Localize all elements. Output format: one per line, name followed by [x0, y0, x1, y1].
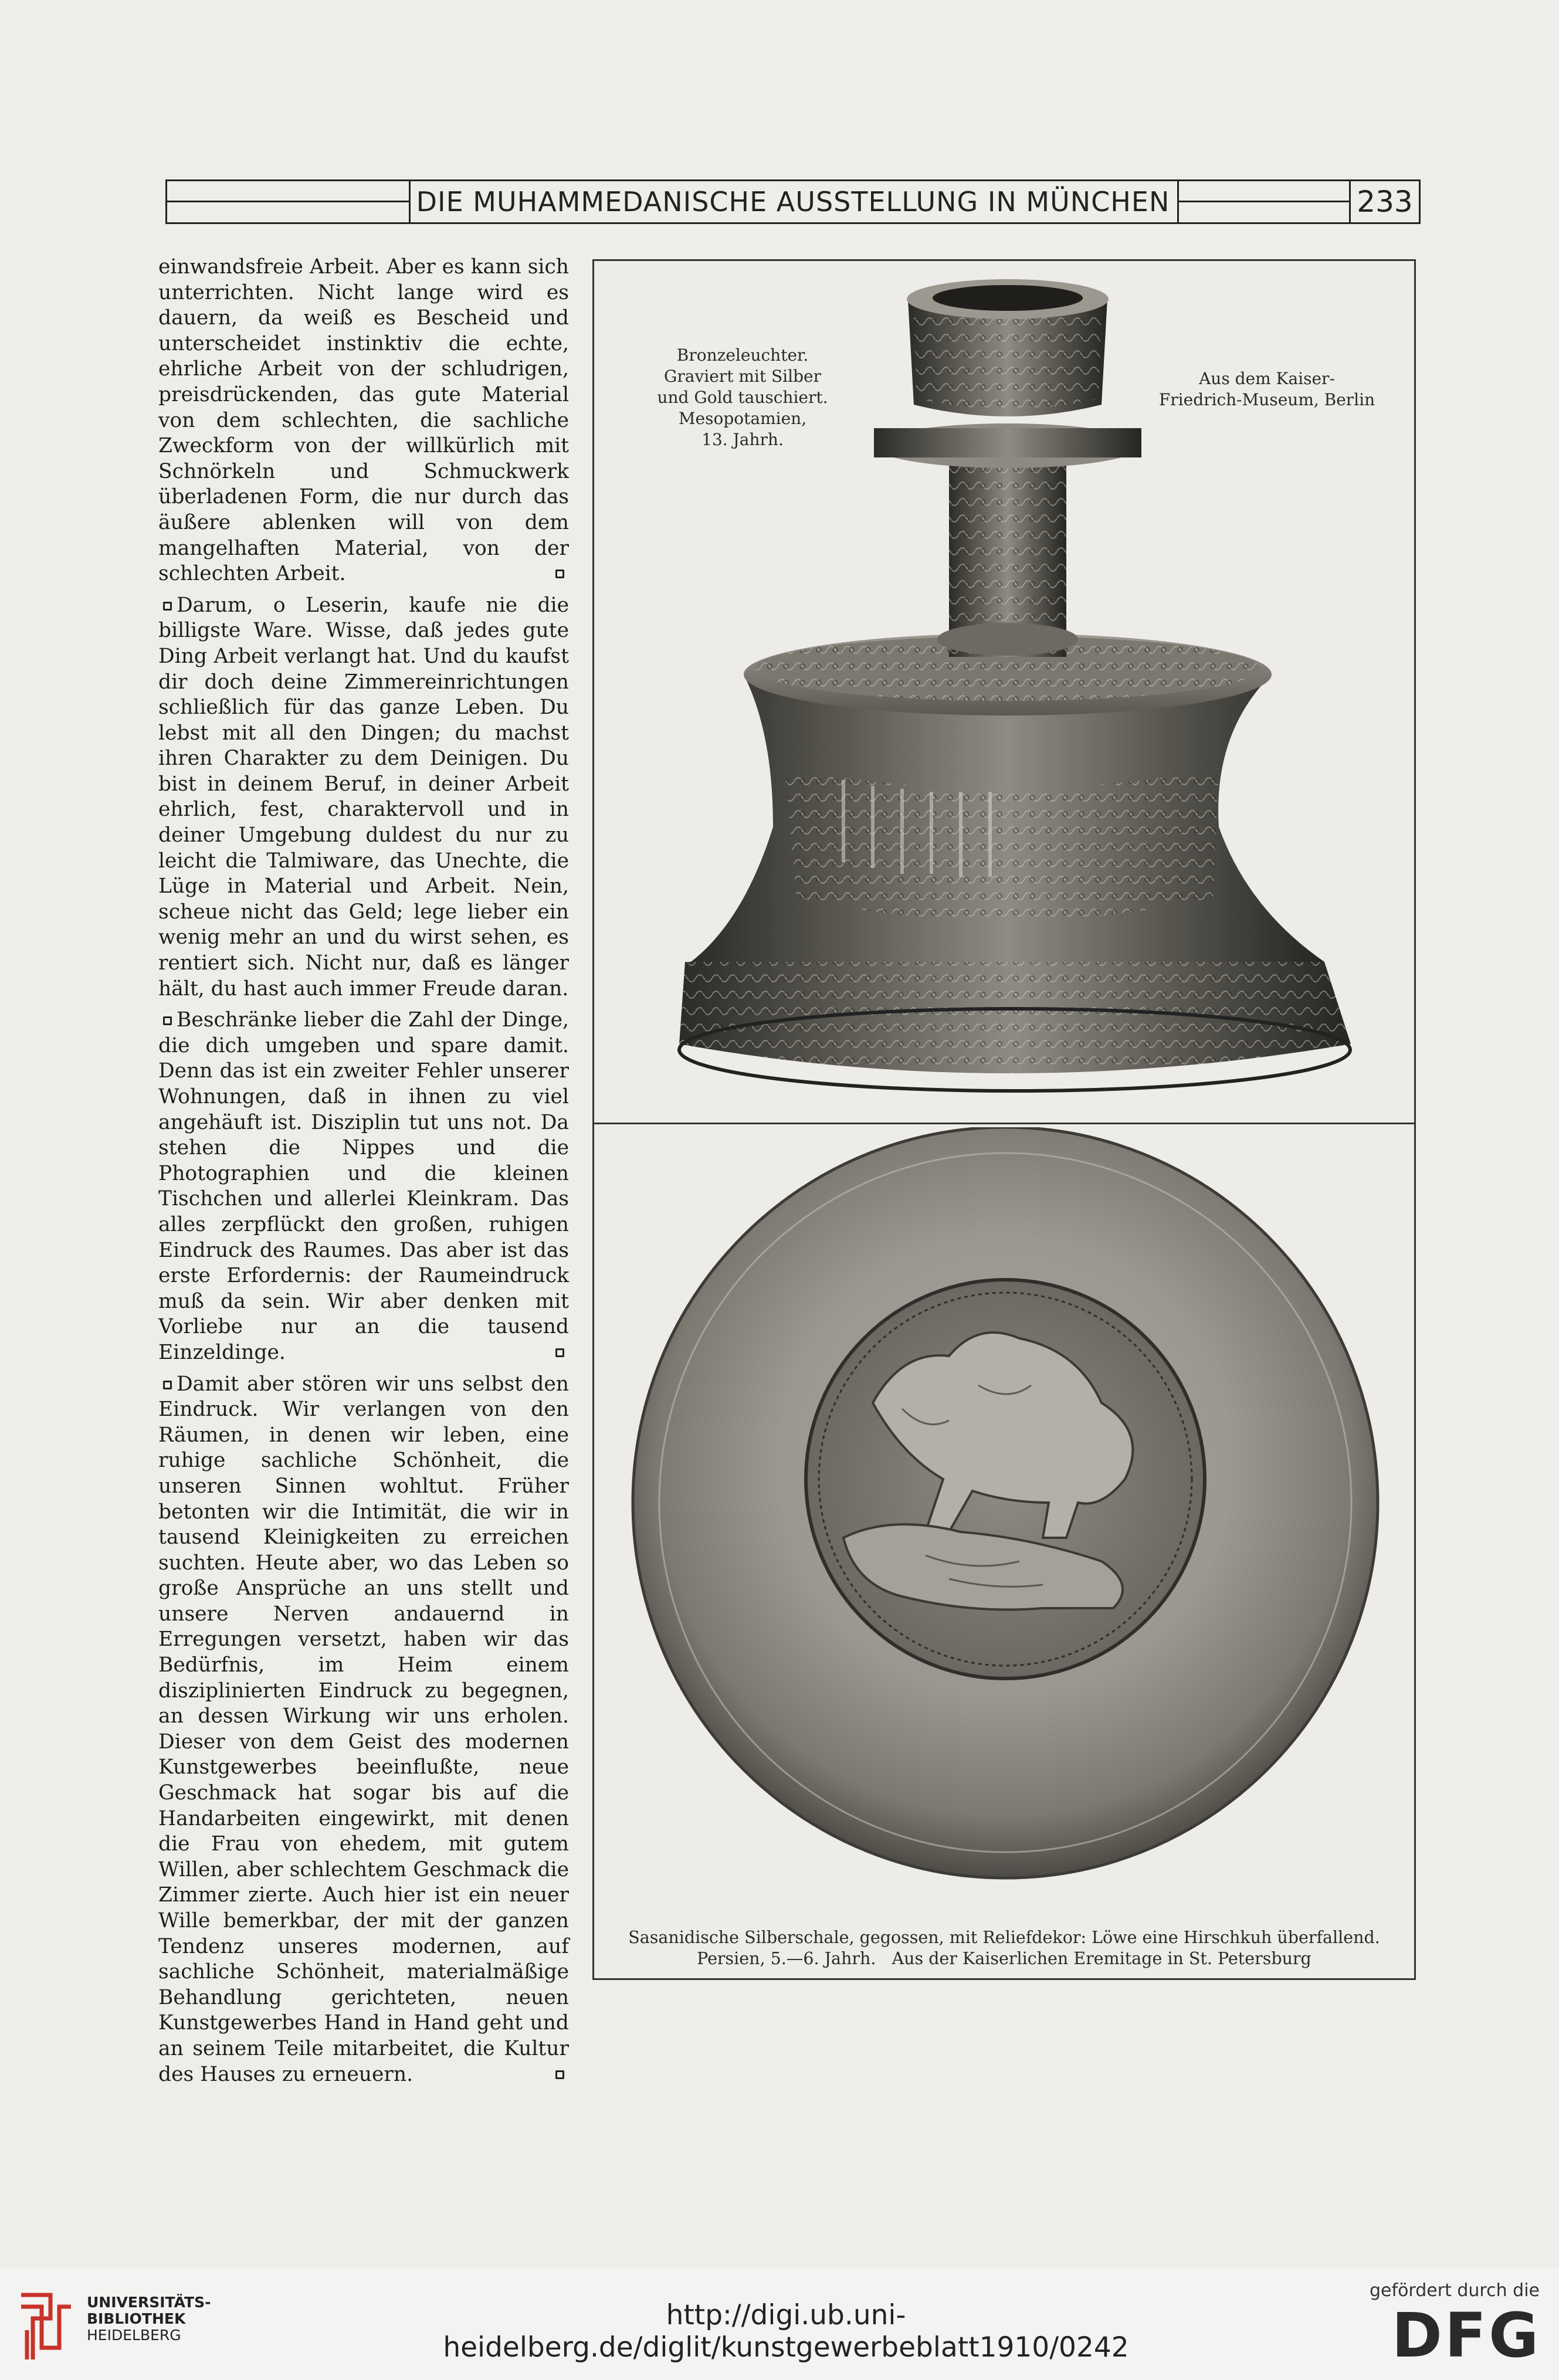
silver-bowl-photo — [597, 1127, 1411, 1890]
page-number: 233 — [1357, 185, 1413, 219]
figure1-caption-right: Aus dem Kaiser- Friedrich-Museum, Berlin — [1158, 369, 1375, 409]
paragraph-2: Darum, o Leserin, kaufe nie die billigste Ware. Wisse, daß jedes gute Ding Arbeit verlangt hat. Und du kaufst dir doch deine Zimmereinrichtungen schließlich für das ganze Leben. Du lebst mit all den Dingen; du machst ihren Charakter zu dem Deinigen. Du bist in deinem Beruf, in deiner Arbeit ehrlich, fest, charaktervoll und in deiner Umgebung duldest du nur zu leicht die Talmiware, das Unechte, die Lüge in Material und Arbeit. Nein, scheue nicht das Geld; lege lieber ein wenig mehr an und du wirst sehen, es rentiert sich. Nicht nur, daß es länger hält, du hast auch immer Freude daran. — [158, 593, 569, 1001]
paragraph-start-mark — [163, 602, 172, 611]
paragraph-start-mark — [163, 1381, 172, 1389]
figure1-caption-left: Bronzeleuchter. Graviert mit Silber und Gold tauschiert. Mesopotamien, 13. Jahrh. — [657, 345, 828, 449]
university-library-logo-icon — [15, 2283, 76, 2365]
paragraph-1: einwandsfreie Arbeit. Aber es kann sich unterrichten. Nicht lange wird es dauern, da weiß es Bescheid und unterscheidet instinktiv die echte, ehrliche Arbeit von der schludrigen, preisdrückenden, das gute Material von dem schlechten, die sachliche Zweckform von der willkürlich mit Schnörkeln und Schmuckwerk überladenen Form, die nur durch das äußere ablenken will von dem mangelhaften Material, von der schlechten Arbeit. — [158, 255, 569, 586]
paragraph-end-mark — [555, 569, 564, 578]
funded-by-label: gefördert durch die — [1370, 2280, 1540, 2301]
paragraph-end-mark — [555, 1348, 564, 1357]
paragraph-3: Beschränke lieber die Zahl der Dinge, die dich umgeben und spare damit. Denn das ist ein zweiter Fehler unserer Wohnungen, daß in ihnen zu viel angehäuft ist. Disziplin tut uns not. Da stehen die Nippes und die Photographien und die kleinen Tischchen und allerlei Kleinkram. Das alles zerpflückt den großen, ruhigen Eindruck des Raumes. Das aber ist das erste Erfordernis: der Raumeindruck muß da sein. Wir aber denken mit Vorliebe nur an die tausend Einzeldinge. — [158, 1008, 569, 1364]
paragraph-end-mark — [555, 2070, 564, 2079]
paragraph-start-mark — [163, 1016, 172, 1025]
figure2-caption: Sasanidische Silberschale, gegossen, mit Reliefdekor: Löwe eine Hirschkuh überfallend. Persien, 5.—6. Jahrh. Aus der Kaiserlichen Eremitage in St. Petersburg — [628, 1928, 1380, 1968]
running-header — [165, 179, 1421, 224]
svg-text:DFG: DFG — [1391, 2303, 1541, 2367]
library-name: UNIVERSITÄTS- BIBLIOTHEK HEIDELBERG — [87, 2294, 211, 2344]
dfg-logo-icon — [1384, 2303, 1548, 2367]
page-header-title: DIE MUHAMMEDANISCHE AUSSTELLUNG IN MÜNCHEN — [416, 186, 1170, 218]
paragraph-4: Damit aber stören wir uns selbst den Eindruck. Wir verlangen von den Räumen, in denen wir leben, eine ruhige sachliche Schönheit, die unseren Sinnen wohltut. Früher betonten wir die Intimität, die wir in tausend Kleinigkeiten zu erreichen suchten. Heute aber, wo das Leben so große Ansprüche an uns stellt und unsere Nerven andauernd in Erregungen versetzt, haben wir das Bedürfnis, im Heim einem disziplinierten Eindruck zu begegnen, an dessen Wirkung wir uns erholen. Dieser von dem Geist des modernen Kunstgewerbes beeinflußte, neue Geschmack hat sogar bis auf die Handarbeiten eingewirkt, mit denen die Frau von ehedem, mit gutem Willen, aber schlechtem Geschmack die Zimmer zierte. Auch hier ist ein neuer Wille bemerkbar, der mit der ganzen Tendenz unseres modernen, auf sachliche Schönheit, materialmäßige Behandlung gerichteten, neuen Kunstgewerbes Hand in Hand geht und an seinem Teile mitarbeitet, die Kultur des Hauses zu erneuern. — [158, 1372, 569, 2086]
permalink-url[interactable]: http://digi.ub.uni-heidelberg.de/diglit/kunstgewerbeblatt1910/0242 — [443, 2299, 1129, 2364]
text-column — [158, 255, 569, 2093]
figure-divider — [592, 1123, 1416, 1124]
